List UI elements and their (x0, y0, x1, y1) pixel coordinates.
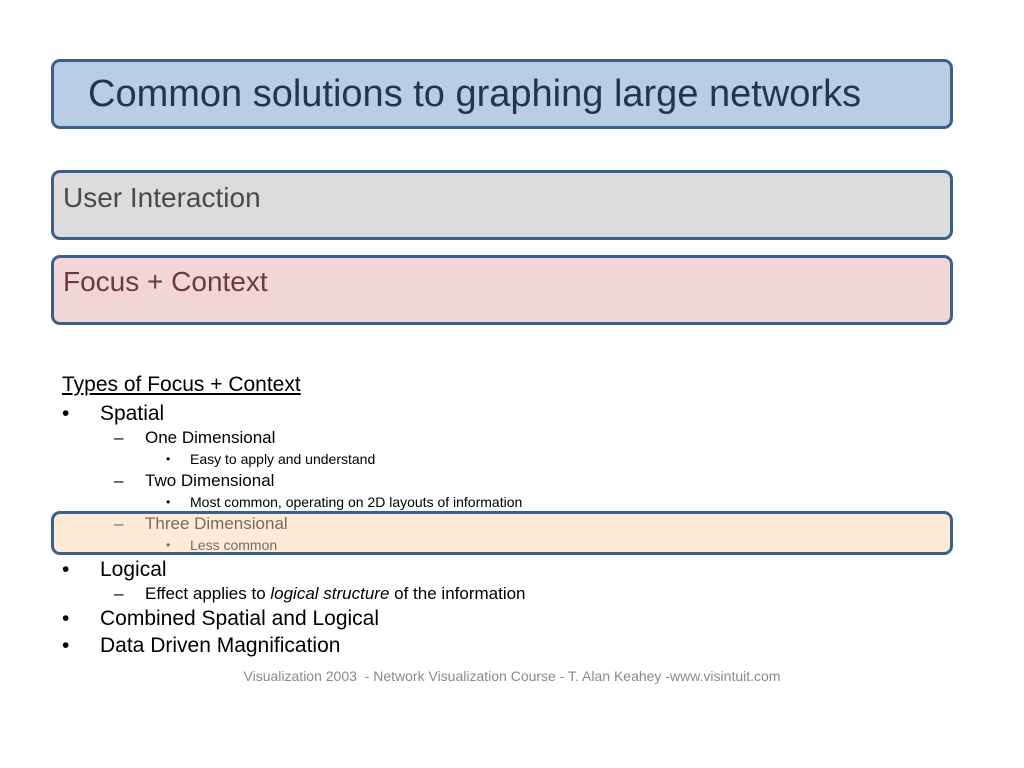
item-combined: Combined Spatial and Logical (100, 607, 380, 630)
item-three-dimensional-note: Less common (190, 537, 278, 553)
list-item (62, 535, 942, 556)
slide-footer: Visualization 2003 - Network Visualization Course - T. Alan Keahey -www.visintuit.com (243, 668, 781, 684)
bullet-icon: • (62, 607, 70, 630)
slide-title: Common solutions to graphing large networks (88, 73, 862, 115)
dash-icon: – (114, 584, 124, 603)
bullet-icon: • (166, 538, 171, 552)
item-two-dimensional-note: Most common, operating on 2D layouts of information (190, 494, 523, 510)
bullet-icon: • (62, 634, 70, 657)
outline-list (62, 373, 942, 659)
user-interaction-label: User Interaction (63, 182, 261, 213)
item-one-dimensional-note: Easy to apply and understand (190, 451, 376, 467)
bullet-icon: • (62, 558, 70, 581)
user-interaction-box (51, 170, 953, 240)
list-item (62, 583, 942, 605)
logical-note-prefix: Effect applies to (145, 584, 271, 603)
title-banner (51, 59, 953, 129)
dash-icon: – (114, 471, 124, 490)
bullet-icon: • (166, 495, 171, 509)
bullet-icon: • (62, 402, 70, 425)
list-item (62, 427, 942, 449)
focus-context-box (51, 255, 953, 325)
list-item (62, 632, 942, 659)
focus-context-label: Focus + Context (63, 266, 268, 297)
bullet-icon: • (166, 452, 171, 466)
outline-heading: Types of Focus + Context (62, 373, 301, 396)
list-item (62, 556, 942, 583)
list-item (62, 492, 942, 513)
list-item (62, 470, 942, 492)
item-logical: Logical (100, 558, 167, 581)
list-item (62, 605, 942, 632)
list-item (62, 449, 942, 470)
list-item (62, 513, 942, 535)
item-two-dimensional: Two Dimensional (145, 471, 275, 490)
list-item (62, 400, 942, 427)
dash-icon: – (114, 428, 124, 447)
item-logical-note (145, 583, 526, 605)
logical-note-emphasis: logical structure (270, 584, 390, 603)
item-three-dimensional: Three Dimensional (145, 514, 288, 533)
item-data-driven: Data Driven Magnification (100, 634, 341, 657)
dash-icon: – (114, 514, 124, 533)
item-spatial: Spatial (100, 402, 165, 425)
item-one-dimensional: One Dimensional (145, 428, 276, 447)
logical-note-suffix: of the information (389, 584, 526, 603)
